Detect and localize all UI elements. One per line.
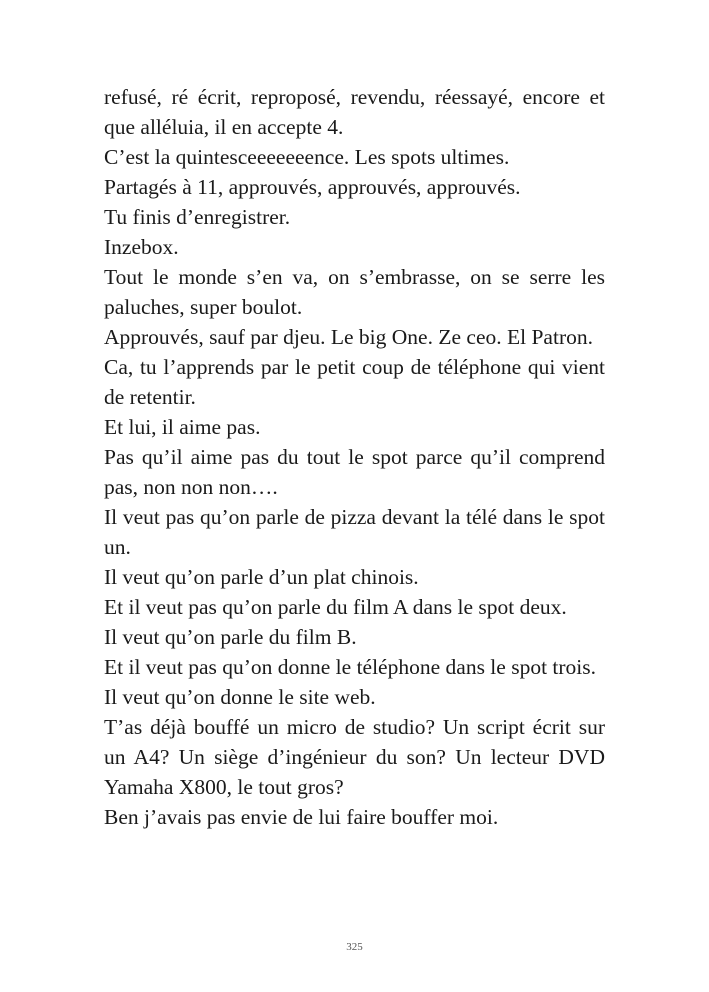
paragraph-8: Ca, tu l’apprends par le petit coup de téléphone qui vient de retentir. <box>104 355 605 409</box>
paragraph-12: Il veut qu’on parle d’un plat chinois. <box>104 565 419 589</box>
page-number: 325 <box>346 941 363 953</box>
paragraph-14: Il veut qu’on parle du film B. <box>104 625 357 649</box>
paragraph-15: Et il veut pas qu’on donne le téléphone dans le spot trois. <box>104 655 597 679</box>
paragraph-1: refusé, ré écrit, reproposé, revendu, réessayé, encore et que alléluia, il en accepte 4. <box>104 85 605 139</box>
paragraph-4: Tu finis d’enregistrer. <box>104 205 291 229</box>
paragraph-9: Et lui, il aime pas. <box>104 415 261 439</box>
paragraph-3: Partagés à 11, approuvés, approuvés, approuvés. <box>104 175 521 199</box>
paragraph-16: Il veut qu’on donne le site web. <box>104 685 376 709</box>
paragraph-10: Pas qu’il aime pas du tout le spot parce qu’il comprend pas, non non non…. <box>104 445 605 499</box>
paragraph-11: Il veut pas qu’on parle de pizza devant la télé dans le spot un. <box>104 505 605 559</box>
paragraph-6: Tout le monde s’en va, on s’embrasse, on se serre les paluches, super boulot. <box>104 265 605 319</box>
body-text <box>104 82 605 832</box>
paragraph-7: Approuvés, sauf par djeu. Le big One. Ze ceo. El Patron. <box>104 325 593 349</box>
paragraph-5: Inzebox. <box>104 235 179 259</box>
paragraph-2: C’est la quintesceeeeeeence. Les spots ultimes. <box>104 145 510 169</box>
paragraph-18: Ben j’avais pas envie de lui faire bouffer moi. <box>104 805 499 829</box>
paragraph-17: T’as déjà bouffé un micro de studio? Un script écrit sur un A4? Un siège d’ingénieur du son? Un lecteur DVD Yamaha X800, le tout gros? <box>104 715 605 799</box>
paragraph-13: Et il veut pas qu’on parle du film A dans le spot deux. <box>104 595 567 619</box>
